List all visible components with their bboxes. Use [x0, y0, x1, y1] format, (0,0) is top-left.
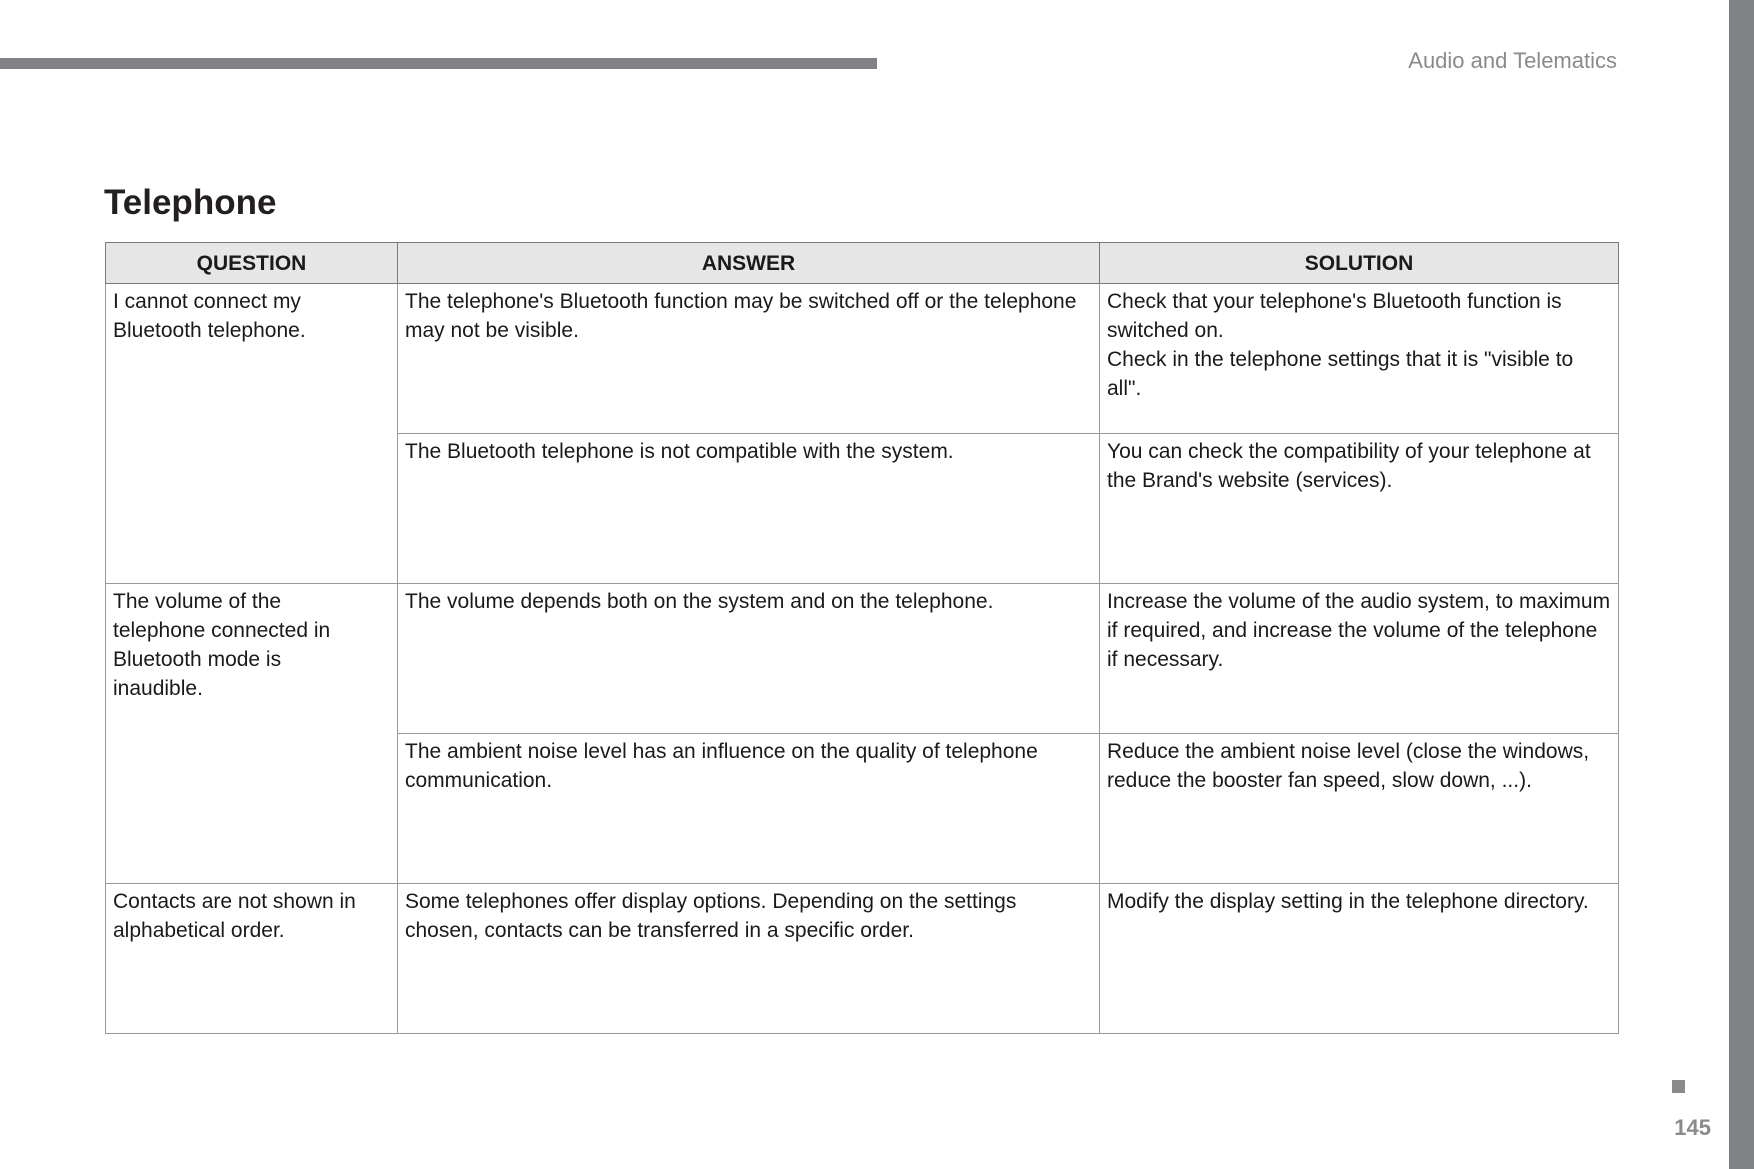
table-row	[106, 284, 1619, 434]
solution-line: Check that your telephone's Bluetooth function is switched on.	[1107, 290, 1562, 342]
solution-cell	[1100, 734, 1619, 884]
table-header-row	[106, 243, 1619, 284]
solution-line: Check in the telephone settings that it is "visible to all".	[1107, 348, 1574, 400]
question-text: The volume of the telephone connected in Bluetooth mode is inaudible.	[113, 590, 331, 700]
page-marker-square	[1672, 1080, 1685, 1093]
solution-cell	[1100, 884, 1619, 1034]
question-cell: I cannot connect my Bluetooth telephone.	[106, 284, 398, 584]
question-header: QUESTION	[106, 243, 398, 284]
answer-cell: Some telephones offer display options. Depending on the settings chosen, contacts can be transferred in a specific order.	[398, 884, 1100, 1034]
solution-header: SOLUTION	[1100, 243, 1619, 284]
question-cell	[106, 584, 398, 884]
solution-line: Increase the volume of the audio system, to maximum if required, and increase the volume of the telephone if necessary.	[1107, 590, 1611, 671]
header-bar	[0, 58, 877, 69]
answer-cell: The ambient noise level has an influence on the quality of telephone communication.	[398, 734, 1100, 884]
table-row	[106, 884, 1619, 1034]
solution-cell	[1100, 434, 1619, 584]
answer-cell: The volume depends both on the system and on the telephone.	[398, 584, 1100, 734]
side-strip	[1729, 0, 1754, 1169]
answer-cell: The telephone's Bluetooth function may be switched off or the telephone may not be visible.	[398, 284, 1100, 434]
troubleshooting-table	[105, 242, 1619, 1034]
table-row	[106, 584, 1619, 734]
solution-cell	[1100, 284, 1619, 434]
answer-header: ANSWER	[398, 243, 1100, 284]
answer-cell: The Bluetooth telephone is not compatible with the system.	[398, 434, 1100, 584]
page-title: Telephone	[104, 183, 277, 222]
solution-line: Reduce the ambient noise level (close the windows, reduce the booster fan speed, slow down, ...).	[1107, 740, 1590, 792]
solution-line: You can check the compatibility of your telephone at the Brand's website (services).	[1107, 440, 1591, 492]
section-title: Audio and Telematics	[1408, 48, 1617, 73]
solution-cell	[1100, 584, 1619, 734]
solution-line: Modify the display setting in the telephone directory.	[1107, 890, 1589, 913]
question-cell: Contacts are not shown in alphabetical order.	[106, 884, 398, 1034]
page-number: 145	[1674, 1115, 1711, 1140]
